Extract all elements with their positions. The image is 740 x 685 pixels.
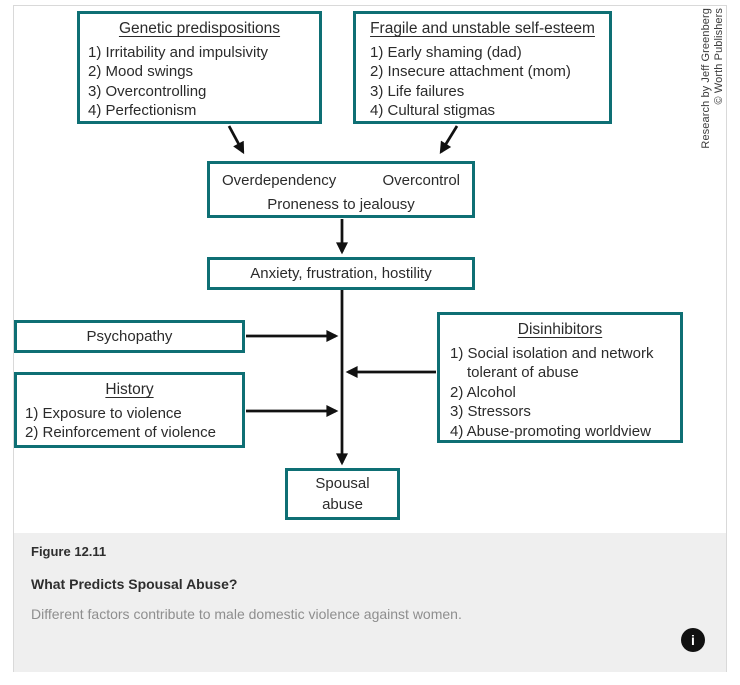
list-item: 1) Early shaming (dad) [370,43,522,61]
list-item: 3) Life failures [370,82,465,100]
jealousy-label: Proneness to jealousy [267,196,415,213]
caption-title: What Predicts Spousal Abuse? [31,576,238,592]
list-item: 1) Exposure to violence [25,404,182,422]
info-icon: i [691,632,695,648]
list-item: 3) Stressors [450,403,531,420]
anxiety-label: Anxiety, frustration, hostility [250,264,432,282]
genetic-predispositions-box [77,11,322,124]
figure-caption [14,533,726,672]
list-item: 1) Social isolation and network tolerant of abuse [450,344,654,381]
psychopathy-box [14,320,245,353]
overdependency-label: Overdependency [222,172,337,189]
overdependency-box [207,161,475,218]
credit-text [700,8,725,192]
history-box [14,372,245,448]
disinhibitors-box [437,312,683,443]
box-title: History [105,381,154,398]
figure-number: Figure 12.11 [31,544,107,559]
list-item: 1) Irritability and impulsivity [88,43,269,61]
anxiety-box [207,257,475,290]
caption-description: Different factors contribute to male domestic violence against women. [31,606,462,622]
list-item: 4) Cultural stigmas [370,102,496,119]
spousal-abuse-box [285,468,400,520]
info-button[interactable] [681,628,705,652]
fragile-self-esteem-box [353,11,612,124]
list-item: 2) Reinforcement of violence [25,424,216,441]
list-item: 2) Alcohol [450,383,516,401]
spousal-label-line2: abuse [322,496,363,513]
overcontrol-label: Overcontrol [382,172,460,189]
box-title: Disinhibitors [517,321,603,338]
list-item: 4) Abuse-promoting worldview [450,422,651,440]
box-title: Fragile and unstable self-esteem [370,20,595,37]
credit-research: Research by Jeff Greenberg [700,8,712,149]
list-item: 4) Perfectionism [88,102,197,119]
list-item: 3) Overcontrolling [88,82,207,100]
credit-copyright: © Worth Publishers [712,8,725,105]
spousal-label-line1: Spousal [315,475,370,492]
psychopathy-label: Psychopathy [86,327,173,345]
list-item: 2) Mood swings [88,63,194,80]
list-item: 2) Insecure attachment (mom) [370,63,571,80]
box-title: Genetic predispositions [118,20,281,37]
